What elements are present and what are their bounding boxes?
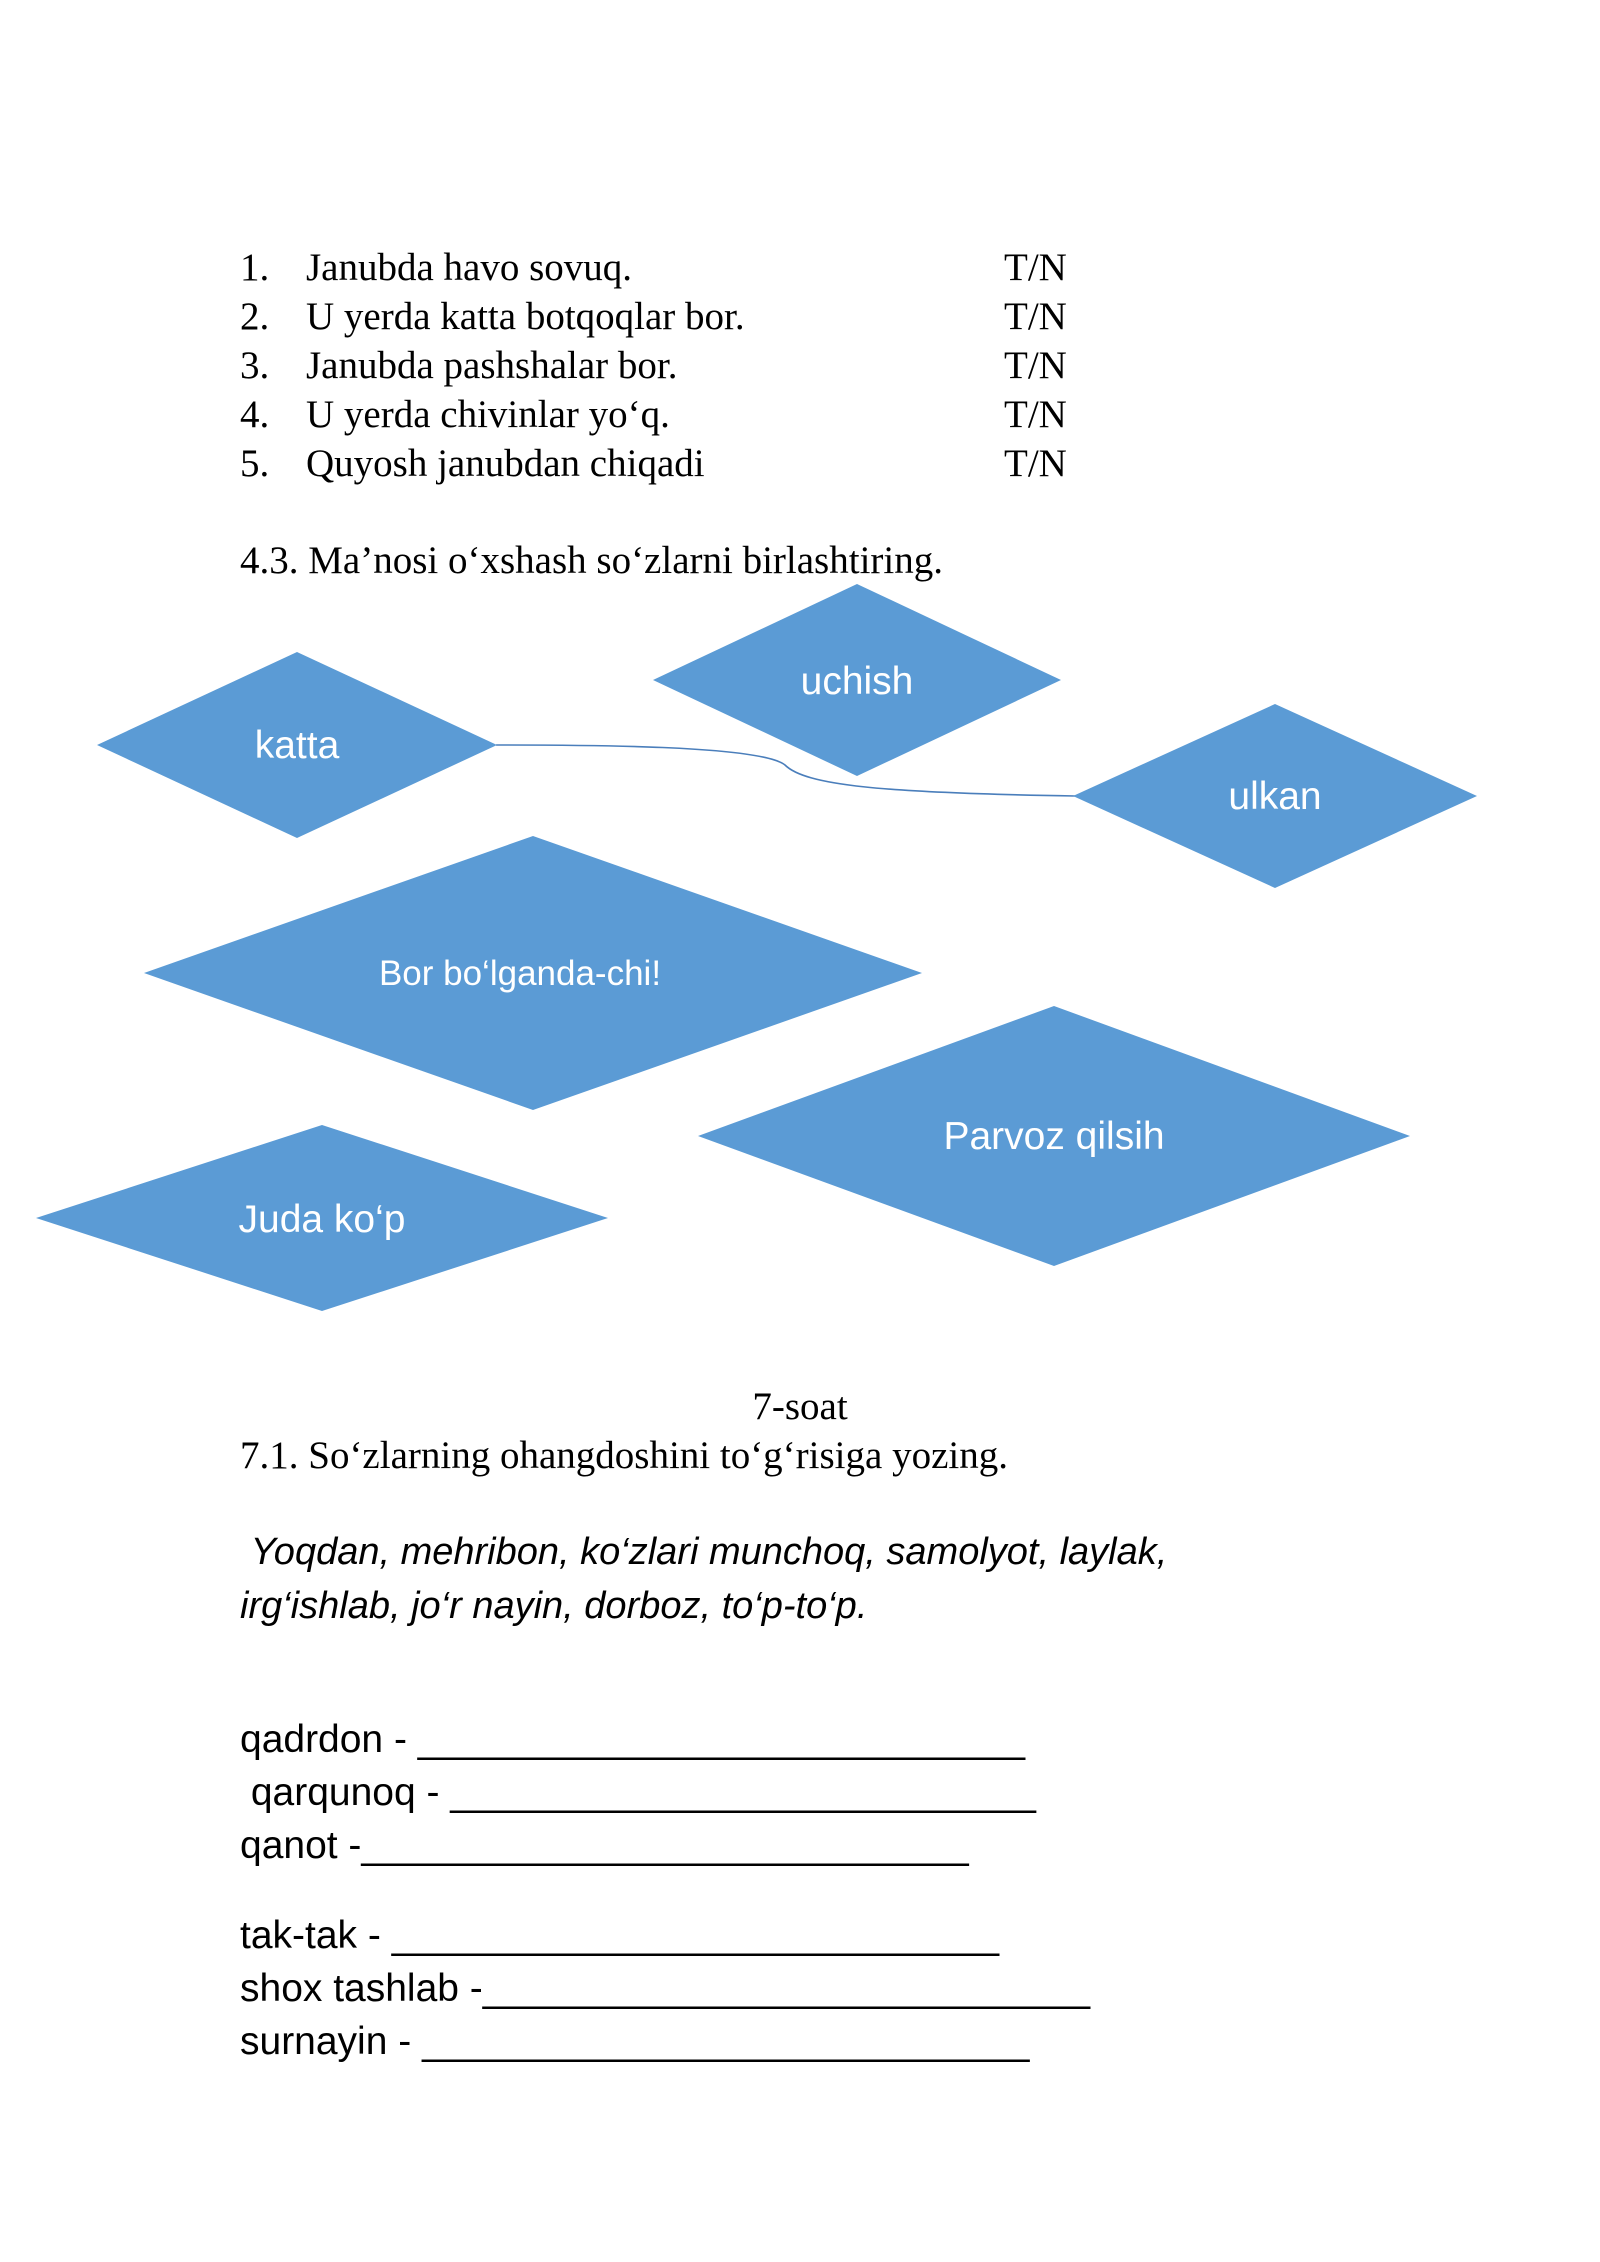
- word-bank-item: ko‘zlari munchoq: [580, 1531, 866, 1573]
- match-exercise-heading: 4.3. Ma’nosi o‘xshash so‘zlarni birlashtiring.: [240, 539, 943, 582]
- list-item: [240, 243, 1100, 292]
- true-false-option: T/N: [1004, 295, 1067, 338]
- word-bank-item: mehribon: [400, 1531, 560, 1573]
- true-false-option: T/N: [1004, 393, 1067, 436]
- item-number: 1.: [240, 246, 270, 289]
- true-false-list: [240, 243, 1100, 488]
- word-separator: ,: [379, 1531, 401, 1573]
- word-matching-diagram: [0, 580, 1600, 1320]
- true-false-option: T/N: [1004, 246, 1067, 289]
- word-separator: ,: [563, 1585, 585, 1627]
- fill-in-line[interactable]: qanot -____________________________: [240, 1824, 969, 1867]
- statement-text: Janubda havo sovuq.: [306, 246, 633, 289]
- diamond-label-katta: katta: [254, 724, 340, 767]
- word-bank: [240, 1525, 1240, 1633]
- true-false-option: T/N: [1004, 442, 1067, 485]
- word-separator: ,: [389, 1585, 412, 1627]
- word-separator: ,: [700, 1585, 722, 1627]
- task-heading: 7.1. So‘zlarning ohangdoshini to‘g‘risiga yozing.: [240, 1434, 1008, 1477]
- fill-in-group-1: [240, 1713, 1340, 1872]
- word-separator: ,: [559, 1531, 581, 1573]
- true-false-option: T/N: [1004, 344, 1067, 387]
- word-bank-item: laylak: [1059, 1531, 1157, 1573]
- fill-in-group-2: [240, 1909, 1340, 2068]
- word-bank-item: Yoqdan: [250, 1531, 380, 1573]
- word-separator: ,: [1038, 1531, 1060, 1573]
- statement-text: U yerda chivinlar yo‘q.: [306, 393, 670, 436]
- statement-text: U yerda katta botqoqlar bor.: [306, 295, 745, 338]
- diamond-label-uchish: uchish: [800, 660, 914, 703]
- item-number: 5.: [240, 442, 270, 485]
- item-number: 2.: [240, 295, 270, 338]
- statement-text: Janubda pashshalar bor.: [306, 344, 678, 387]
- fill-in-line[interactable]: shox tashlab -____________________________: [240, 1967, 1091, 2010]
- list-item: [240, 292, 1100, 341]
- fill-in-line[interactable]: tak-tak - ____________________________: [240, 1914, 1000, 1957]
- diamond-label-juda-kop: Juda ko‘p: [238, 1198, 406, 1241]
- diamond-label-bor-bolganda: Bor bo‘lganda-chi!: [378, 954, 662, 993]
- list-item: [240, 439, 1100, 488]
- list-item: [240, 390, 1100, 439]
- diamond-label-parvoz: Parvoz qilsih: [943, 1115, 1165, 1158]
- connector-line: [496, 745, 1075, 796]
- word-bank-item: irg‘ishlab: [240, 1585, 390, 1627]
- word-separator: ,: [1156, 1531, 1168, 1573]
- word-bank-item: samolyot: [886, 1531, 1039, 1573]
- word-bank-item: jo‘r nayin: [411, 1585, 564, 1627]
- fill-in-line[interactable]: qadrdon - ____________________________: [240, 1718, 1026, 1761]
- lesson-title: 7-soat: [752, 1385, 848, 1428]
- statement-text: Quyosh janubdan chiqadi: [306, 442, 705, 485]
- word-bank-item: to‘p-to‘p: [721, 1585, 857, 1627]
- fill-in-line[interactable]: qarqunoq - ___________________________: [240, 1771, 1036, 1814]
- word-separator: ,: [865, 1531, 887, 1573]
- fill-in-line[interactable]: surnayin - ____________________________: [240, 2020, 1030, 2063]
- word-separator: .: [856, 1585, 868, 1627]
- diamond-label-ulkan: ulkan: [1228, 775, 1322, 818]
- item-number: 4.: [240, 393, 270, 436]
- list-item: [240, 341, 1100, 390]
- item-number: 3.: [240, 344, 270, 387]
- word-bank-item: dorboz: [584, 1585, 701, 1627]
